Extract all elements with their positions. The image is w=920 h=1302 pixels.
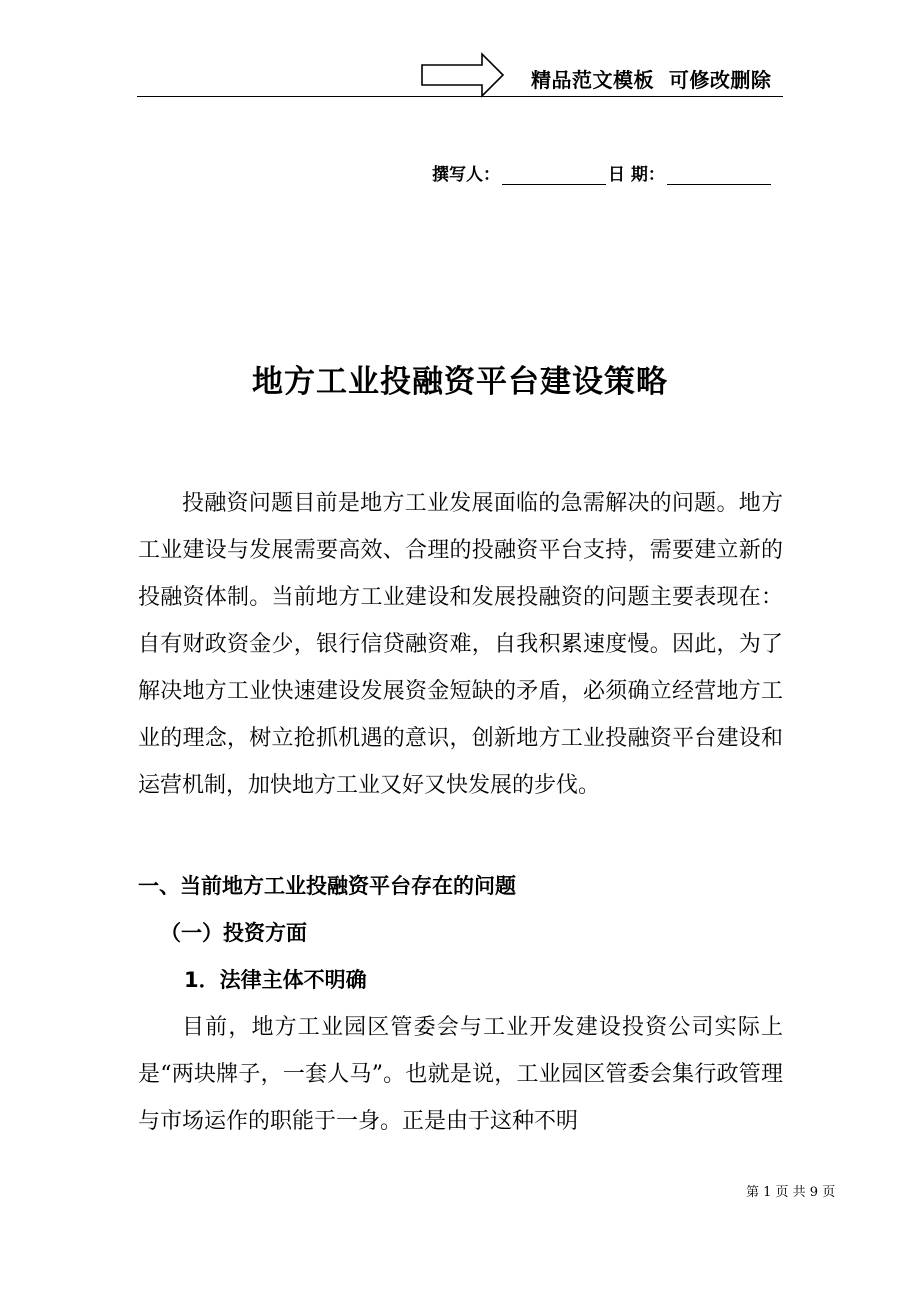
item-paragraph: 目前，地方工业园区管委会与工业开发建设投资公司实际上是“两块牌子，一套人马”。也就是说，工业园区管委会集行政管理与市场运作的职能于一身。正是由于这种不明 [138,1015,783,1134]
author-date-line [432,160,773,185]
header-tagline: 精品范文模板 可修改删除 [531,68,772,92]
item-heading: 1．法律主体不明确 [184,968,367,992]
author-blank [502,165,606,185]
arrow-icon [421,52,505,98]
document-title: 地方工业投融资平台建设策略 [252,364,668,400]
page-footer: 第 1 页 共 9 页 [746,1185,836,1200]
subsection-heading: （一）投资方面 [160,921,307,945]
intro-paragraph: 投融资问题目前是地方工业发展面临的急需解决的问题。地方工业建设与发展需要高效、合理的投融资平台支持，需要建立新的投融资体制。当前地方工业建设和发展投融资的问题主要表现在：自有财政资金少，银行信贷融资难，自我积累速度慢。因此，为了解决地方工业快速建设发展资金短缺的矛盾，必须确立经营地方工业的理念，树立抢抓机遇的意识，创新地方工业投融资平台建设和运营机制，加快地方工业又好又快发展的步伐。 [138,491,783,798]
author-label: 撰写人： [432,165,500,185]
header-rule [137,96,783,97]
date-blank [667,165,771,185]
section-heading: 一、当前地方工业投融资平台存在的问题 [138,874,516,898]
date-label: 日 期： [608,165,665,185]
